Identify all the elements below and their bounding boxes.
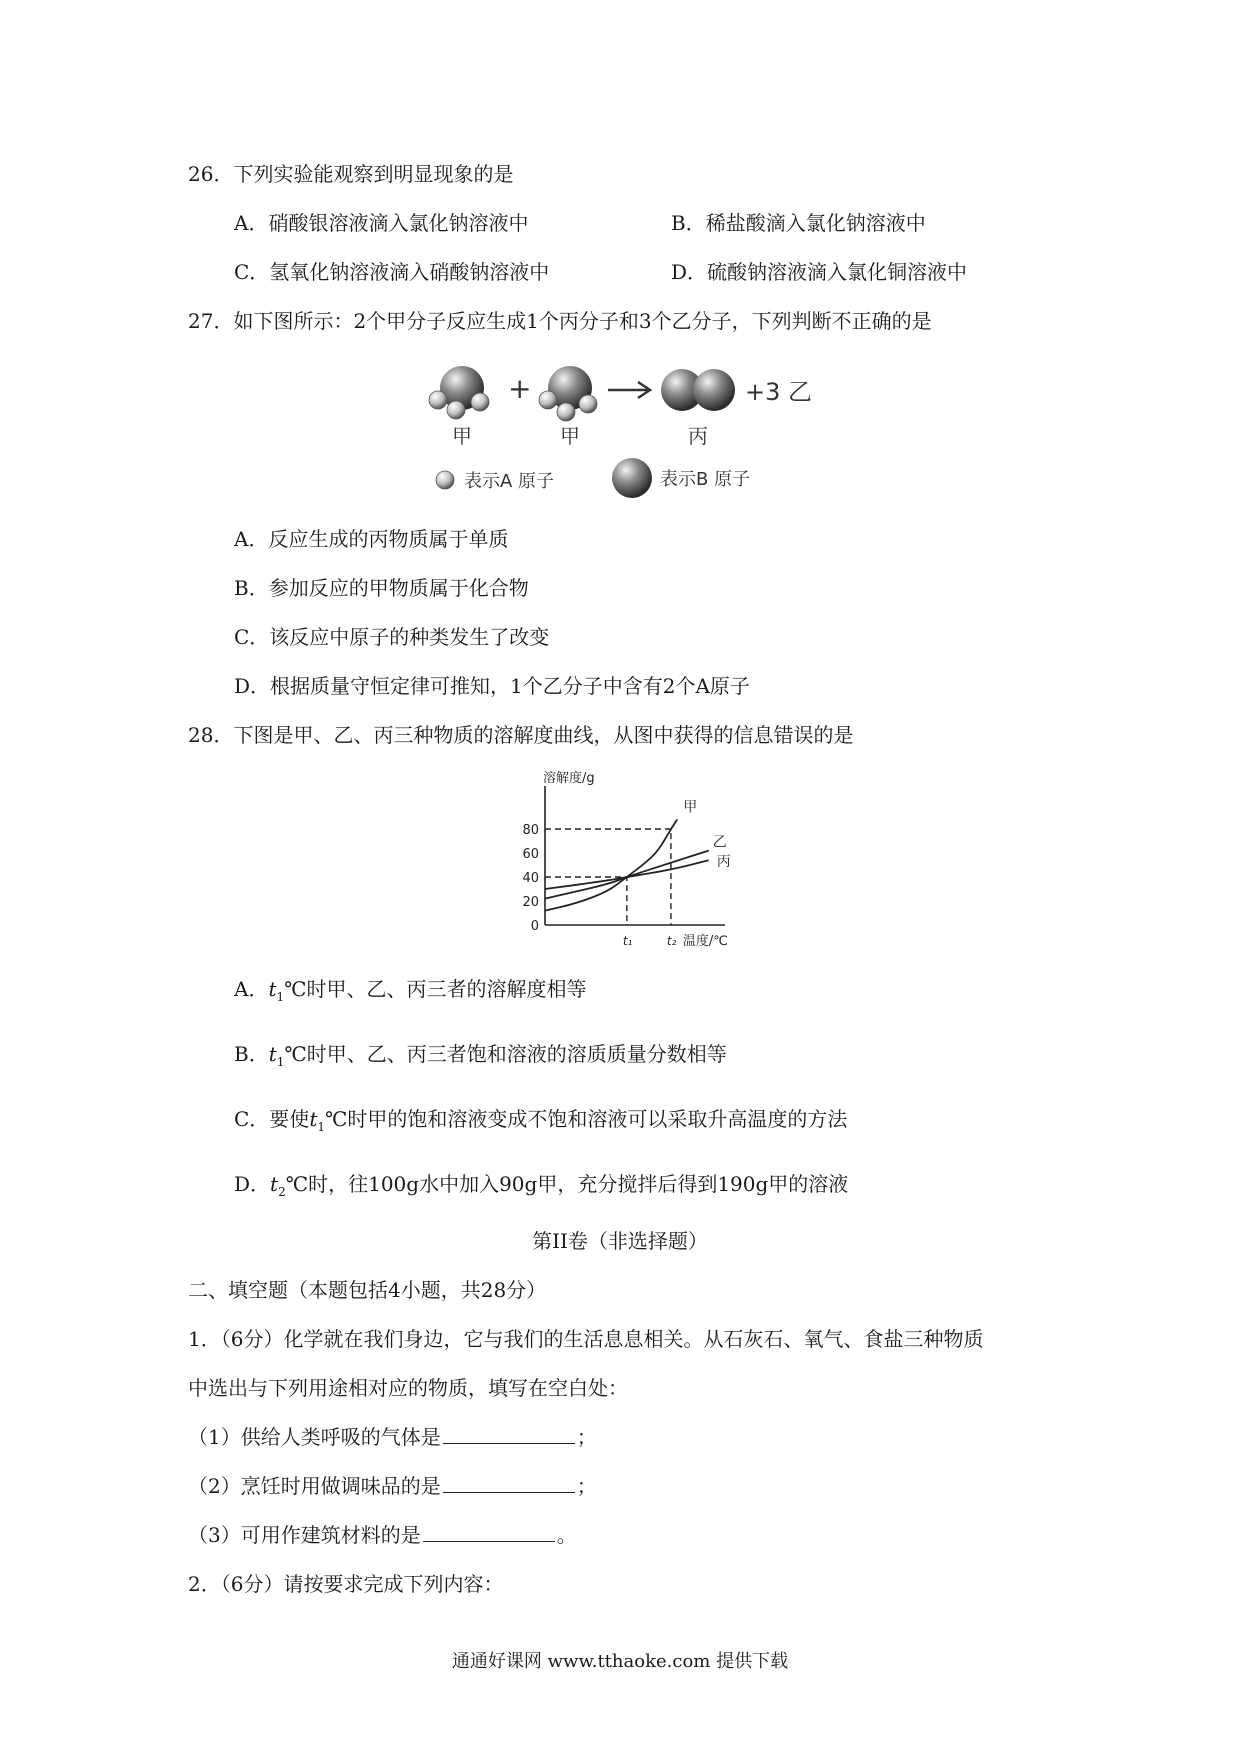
series-line-2 [545,851,709,899]
molecule-jia-2 [539,366,597,421]
q28-option-b-temp: $t_1$ [268,1042,285,1069]
q1-line-1: 1．（6分）化学就在我们身边，它与我们的生活息息相关。从石灰石、氧气、食盐三种物质 [188,1327,984,1351]
legend-a-label: 表示A 原子 [464,471,555,492]
q1-sub-3 [188,1521,577,1549]
label-jia-2: 甲 [560,424,580,448]
page-footer: 通通好课网 www.tthaoke.com 提供下载 [451,1651,789,1672]
q28-option-b-text: ℃时甲、乙、丙三者饱和溶液的溶质质量分数相等 [284,1042,727,1066]
q2-stem: 2．（6分）请按要求完成下列内容： [188,1572,504,1596]
molecule-bing [661,369,735,411]
product-yi: +3 乙 [745,378,813,406]
reaction-arrow [608,382,650,398]
molecule-reaction-figure [420,358,840,503]
series-label-1: 甲 [683,799,698,816]
q1-sub-1 [188,1423,597,1451]
x-tick-label-t1: t₁ [622,934,633,948]
label-bing: 丙 [688,424,708,448]
series-line-3 [545,860,709,889]
q27-option-b: B．参加反应的甲物质属于化合物 [234,576,529,600]
q28-option-b [234,1040,727,1076]
q28-option-d [234,1170,848,1206]
q1-sub-3-text: （3）可用作建筑材料的是 [188,1523,421,1547]
q1-line-2: 中选出与下列用途相对应的物质，填写在空白处： [188,1376,628,1400]
x-tick-label-t2: t₂ [666,934,677,948]
section2-title: 第II卷（非选择题） [532,1229,708,1253]
q26-option-c: C．氢氧化钠溶液滴入硝酸钠溶液中 [234,260,550,284]
q27-option-a: A．反应生成的丙物质属于单质 [234,527,509,551]
q28-option-a-text: ℃时甲、乙、丙三者的溶解度相等 [284,977,587,1001]
q28-option-a-temp: $t_1$ [268,977,285,1004]
q26-stem: 26．下列实验能观察到明显现象的是 [188,162,514,186]
q28-option-a-prefix: A． [234,977,269,1001]
x-axis-label: 温度/℃ [682,934,728,949]
q28-option-d-prefix: D． [234,1172,271,1196]
molecule-jia-1 [429,366,489,419]
solubility-chart [505,768,755,960]
q27-option-c: C．该反应中原子的种类发生了改变 [234,625,550,649]
series-label-2: 乙 [712,834,727,851]
q1-sub-2 [188,1472,597,1500]
q27-option-d: D．根据质量守恒定律可推知，1个乙分子中含有2个A原子 [234,674,750,698]
legend-b-label: 表示B 原子 [660,469,751,490]
series-line-1 [545,819,677,910]
plus-sign: + [508,372,532,405]
legend-a-atom-icon [436,471,454,489]
series-label-3: 丙 [716,854,731,871]
q1-sub-1-end: ； [576,1425,597,1449]
q28-option-d-temp: $t_2$ [270,1172,286,1199]
y-axis-label: 溶解度/g [543,771,595,786]
q28-stem: 28．下图是甲、乙、丙三种物质的溶解度曲线，从图中获得的信息错误的是 [188,723,854,747]
q28-option-b-prefix: B． [234,1042,269,1066]
y-tick-label: 80 [522,823,539,838]
q28-option-a [234,975,587,1011]
q28-option-c-temp: $t_1$ [309,1107,325,1134]
q28-option-c [234,1105,847,1141]
q27-stem: 27．如下图所示：2个甲分子反应生成1个丙分子和3个乙分子，下列判断不正确的是 [188,309,932,333]
q28-option-c-text: ℃时甲的饱和溶液变成不饱和溶液可以采取升高温度的方法 [325,1107,848,1131]
y-tick-label: 60 [522,847,539,862]
y-tick-label: 0 [530,919,539,934]
section2-heading: 二、填空题（本题包括4小题，共28分） [188,1278,547,1302]
y-tick-label: 40 [522,871,539,886]
q28-option-d-text: ℃时，往100g水中加入90g甲，充分搅拌后得到190g甲的溶液 [285,1172,849,1196]
q1-sub-2-text: （2）烹饪时用做调味品的是 [188,1474,441,1498]
answer-blank-2[interactable] [443,1472,575,1493]
q1-sub-3-end: 。 [556,1523,577,1547]
answer-blank-1[interactable] [443,1423,575,1444]
q1-sub-1-text: （1）供给人类呼吸的气体是 [188,1425,441,1449]
q28-option-c-prefix: C．要使 [234,1107,310,1131]
q1-sub-2-end: ； [576,1474,597,1498]
q26-option-a: A．硝酸银溶液滴入氯化钠溶液中 [234,211,529,235]
q26-option-b: B．稀盐酸滴入氯化钠溶液中 [671,211,926,235]
answer-blank-3[interactable] [423,1521,555,1542]
legend-b-atom-icon [612,458,652,498]
label-jia-1: 甲 [452,424,472,448]
y-tick-label: 20 [522,895,539,910]
q26-option-d: D．硫酸钠溶液滴入氯化铜溶液中 [671,260,968,284]
